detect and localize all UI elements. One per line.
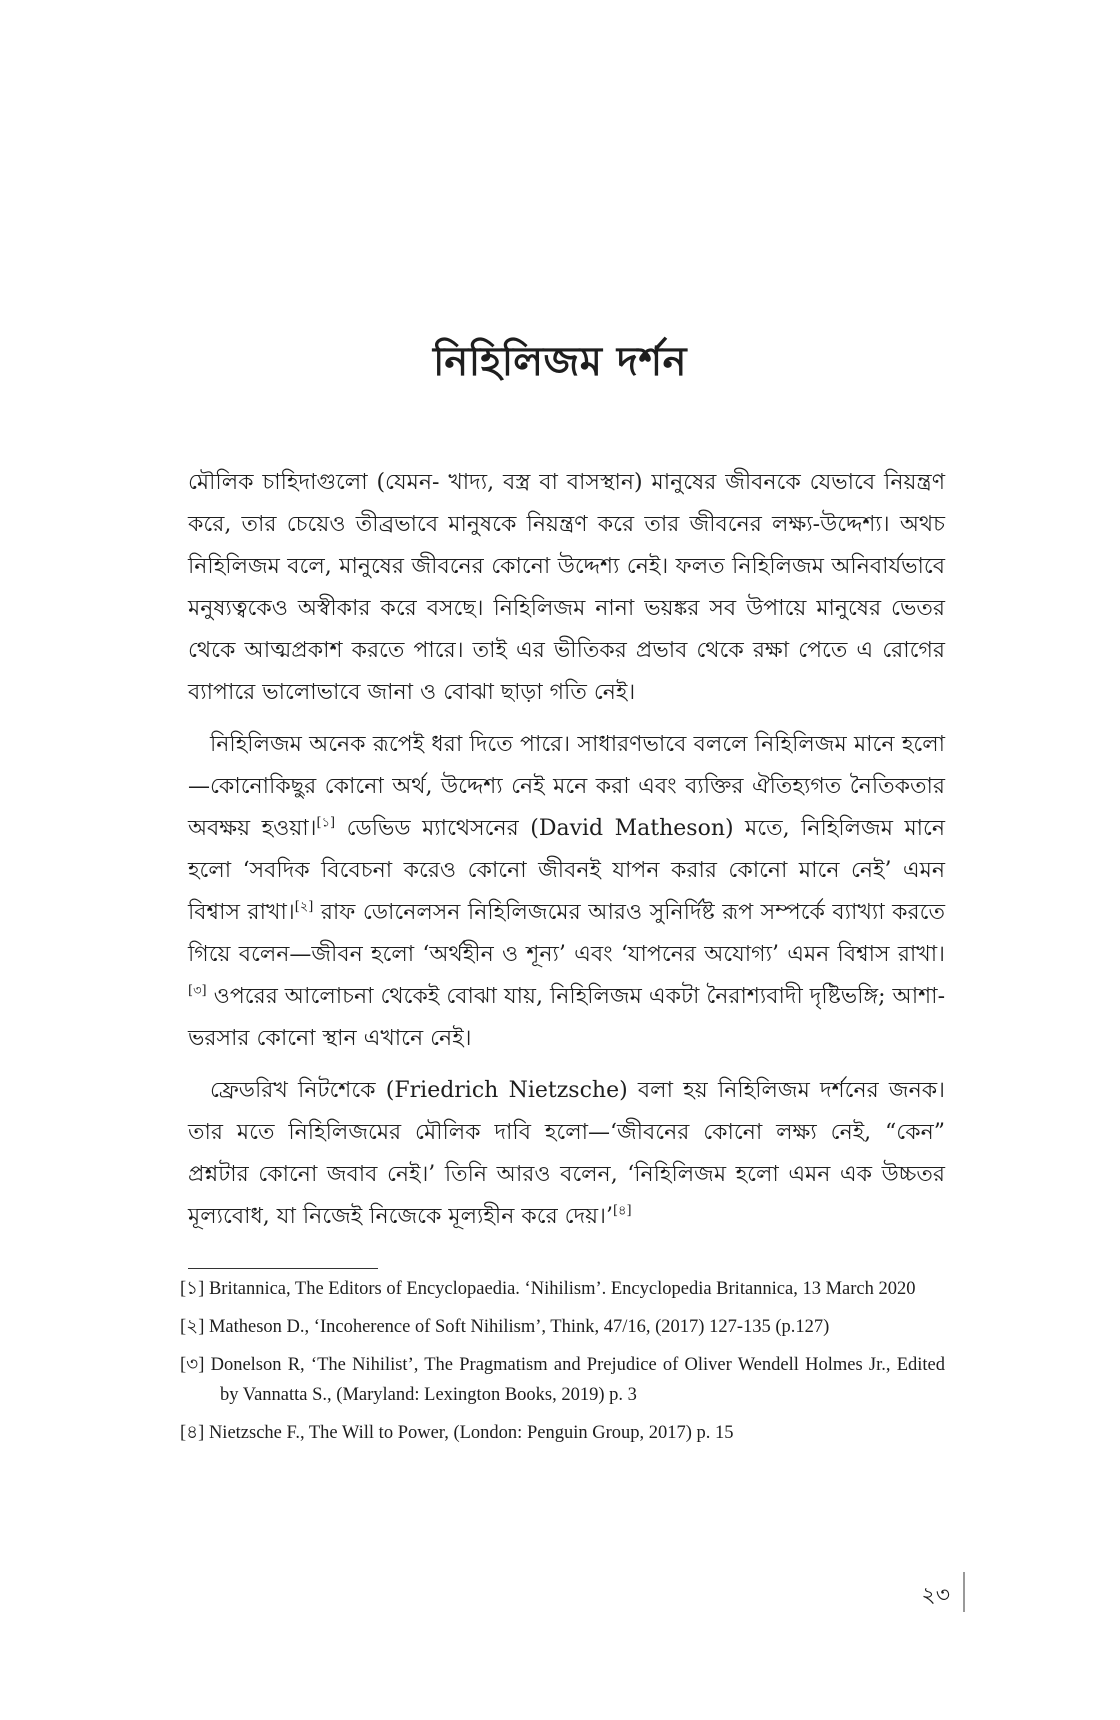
paragraph-2-part-1: নিহিলিজম অনেক রূপেই ধরা দিতে পারে। সাধারণভাবে বললে নিহিলিজম মানে হলো—কোনোকিছুর কোনো অর্থ, উদ্দেশ্য নেই মনে করা এবং ব্যক্তির ঐতিহ্যগত নৈতিকতার অবক্ষয় হওয়া।	[188, 732, 945, 841]
footnote-ref-3[interactable]: [৩]	[188, 983, 207, 999]
footnote-ref-4[interactable]: [৪]	[612, 1203, 632, 1219]
paragraph-2-part-3: রাফ ডোনেলসন নিহিলিজমের আরও সুনির্দিষ্ট রূপ সম্পর্কে ব্যাখ্যা করতে গিয়ে বলেন—জীবন হলো ‘অর্থহীন ও শূন্য’ এবং ‘যাপনের অযোগ্য’ এমন বিশ্বাস রাখা।	[188, 900, 945, 967]
footnotes	[180, 1274, 945, 1456]
footnote-2: [২] Matheson D., ‘Incoherence of Soft Nihilism’, Think, 47/16, (2017) 127-135 (p.127)	[180, 1317, 830, 1337]
footnote-4: [৪] Nietzsche F., The Will to Power, (London: Penguin Group, 2017) p. 15	[180, 1423, 734, 1443]
paragraph-1: মৌলিক চাহিদাগুলো (যেমন- খাদ্য, বস্ত্র বা বাসস্থান) মানুষের জীবনকে যেভাবে নিয়ন্ত্রণ করে, তার চেয়েও তীব্রভাবে মানুষকে নিয়ন্ত্রণ করে তার জীবনের লক্ষ্য-উদ্দেশ্য। অথচ নিহিলিজম বলে, মানুষের জীবনের কোনো উদ্দেশ্য নেই। ফলত নিহিলিজম অনিবার্যভাবে মনুষ্যত্বকেও অস্বীকার করে বসছে। নিহিলিজম নানা ভয়ঙ্কর সব উপায়ে মানুষের ভেতর থেকে আত্মপ্রকাশ করতে পারে। তাই এর ভীতিকর প্রভাব থেকে রক্ষা পেতে এ রোগের ব্যাপারে ভালোভাবে জানা ও বোঝা ছাড়া গতি নেই।	[188, 470, 945, 705]
body-text	[188, 462, 945, 1248]
paragraph-2-part-4: ওপরের আলোচনা থেকেই বোঝা যায়, নিহিলিজম একটা নৈরাশ্যবাদী দৃষ্টিভঙ্গি; আশা-ভরসার কোনো স্থান এখানে নেই।	[188, 984, 945, 1051]
page-number-bar	[963, 1572, 965, 1612]
page-number: ২৩	[921, 1583, 950, 1608]
footnote-ref-2[interactable]: [২]	[294, 899, 314, 915]
paragraph-2-part-2: ডেভিড ম্যাথেসনের (David Matheson) মতে, নিহিলিজম মানে হলো ‘সবদিক বিবেচনা করেও কোনো জীবনই যাপন করার কোনো মানে নেই’ এমন বিশ্বাস রাখা।	[188, 816, 946, 925]
footnote-divider	[188, 1268, 378, 1269]
paragraph-2	[188, 724, 945, 1060]
footnote-ref-1[interactable]: [১]	[316, 815, 336, 831]
paragraph-3	[188, 1070, 945, 1238]
footnote-3: [৩] Donelson R, ‘The Nihilist’, The Pragmatism and Prejudice of Oliver Wendell Holmes Jr., Edited by Vannatta S., (Maryland: Lexington Books, 2019) p. 3	[180, 1355, 945, 1405]
paragraph-3-part-1: ফ্রেডরিখ নিটশেকে (Friedrich Nietzsche) বলা হয় নিহিলিজম দর্শনের জনক। তার মতে নিহিলিজমের মৌলিক দাবি হলো—‘জীবনের কোনো লক্ষ্য নেই, “কেন” প্রশ্নটার কোনো জবাব নেই।’ তিনি আরও বলেন, ‘নিহিলিজম হলো এমন এক উচ্চতর মূল্যবোধ, যা নিজেই নিজেকে মূল্যহীন করে দেয়।’	[188, 1078, 945, 1229]
footnote-1: [১] Britannica, The Editors of Encyclopaedia. ‘Nihilism’. Encyclopedia Britannica, 13 March 2020	[180, 1279, 916, 1299]
chapter-title: নিহিলিজম দর্শন	[432, 338, 687, 385]
